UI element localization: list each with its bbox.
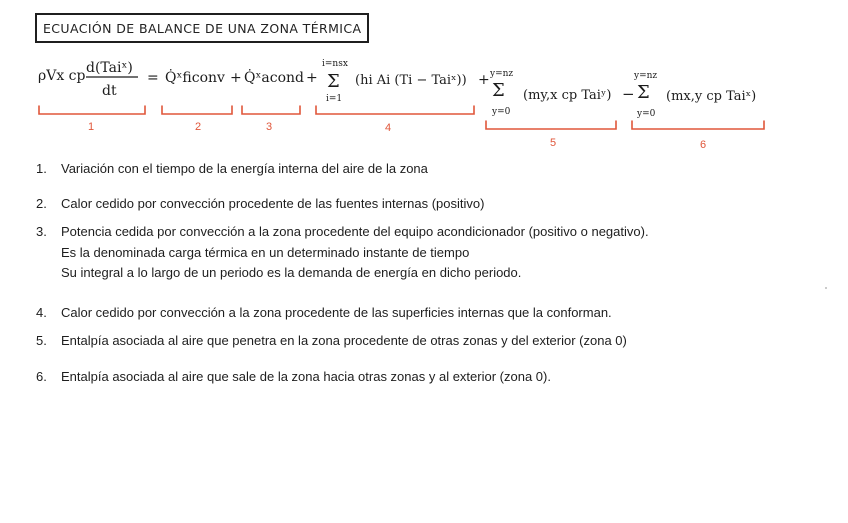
note-number: 5.: [36, 333, 47, 348]
eq-plus-3: +: [478, 72, 490, 88]
eq-sum3-upper: y=nz: [634, 71, 658, 81]
note-3-line-2: [61, 245, 469, 260]
note-5: [36, 333, 627, 348]
note-text: Calor cedido por convección a la zona procedente de las superficies internas que la conforman.: [61, 305, 612, 320]
eq-sum3-lower: y=0: [637, 109, 656, 119]
eq-sum2-lower: y=0: [492, 107, 511, 117]
note-number: 3.: [36, 224, 47, 239]
brace-3: [242, 106, 300, 114]
note-text: Es la denominada carga térmica en un determinado instante de tiempo: [61, 245, 470, 260]
brace-2: [162, 106, 232, 114]
note-number: 2.: [36, 196, 47, 211]
note-text: Entalpía asociada al aire que sale de la zona hacia otras zonas y al exterior (zona 0).: [61, 369, 551, 384]
eq-term-convective-heat: Q̇ˣficonv: [165, 70, 225, 86]
eq-minus: −: [622, 85, 635, 103]
eq-sum2-body: (my,x cp Taiʸ): [523, 88, 612, 103]
note-6: [36, 369, 551, 384]
note-1: [36, 161, 428, 176]
eq-equals: =: [147, 70, 159, 86]
balance-equation: [0, 0, 848, 160]
brace-1: [39, 106, 145, 114]
brace-label-6: 6: [700, 139, 707, 151]
eq-sum2-sigma: Σ: [492, 80, 505, 101]
note-text: Calor cedido por convección procedente de las fuentes internas (positivo): [61, 196, 485, 211]
brace-label-4: 4: [385, 122, 392, 134]
note-text: Variación con el tiempo de la energía interna del aire de la zona: [61, 161, 428, 176]
eq-sum1-sigma: Σ: [327, 71, 340, 92]
eq-sum2-upper: y=nz: [490, 69, 514, 79]
eq-plus-2: +: [306, 70, 318, 86]
note-number: 6.: [36, 369, 47, 384]
eq-lhs-numerator: d(Taiˣ): [86, 60, 133, 76]
eq-sum1-body: (hi Ai (Ti − Taiˣ)): [355, 73, 467, 88]
brace-6: [632, 121, 764, 129]
equation-title-text: ECUACIÓN DE BALANCE DE UNA ZONA TÉRMICA: [43, 20, 362, 36]
note-4: [36, 305, 612, 320]
eq-sum1-lower: i=1: [326, 94, 343, 104]
note-3: [36, 224, 649, 239]
eq-lhs-denominator: dt: [102, 83, 117, 99]
brace-label-2: 2: [195, 121, 202, 133]
note-text: Su integral a lo largo de un periodo es la demanda de energía en dicho periodo.: [61, 265, 522, 280]
note-text: Potencia cedida por convección a la zona procedente del equipo acondicionador (positivo o negativo).: [61, 224, 649, 239]
brace-label-3: 3: [266, 121, 273, 133]
eq-sum3-sigma: Σ: [637, 82, 650, 103]
eq-sum3-body: (mx,y cp Taiˣ): [666, 89, 757, 104]
note-text: Entalpía asociada al aire que penetra en la zona procedente de otras zonas y del exterior (zona 0): [61, 333, 627, 348]
stray-dot: [825, 287, 827, 289]
note-number: 4.: [36, 305, 47, 320]
brace-label-5: 5: [550, 137, 557, 149]
eq-lhs-prefix: ρVx cp: [38, 68, 86, 84]
eq-sum1-upper: i=nsx: [322, 59, 348, 69]
eq-term-conditioning: Q̇ˣacond: [244, 70, 305, 86]
note-2: [36, 196, 484, 211]
eq-plus-1: +: [230, 70, 242, 86]
note-number: 1.: [36, 161, 47, 176]
brace-4: [316, 106, 474, 114]
note-3-line-3: [61, 265, 521, 280]
brace-label-1: 1: [88, 121, 95, 133]
brace-5: [486, 121, 616, 129]
